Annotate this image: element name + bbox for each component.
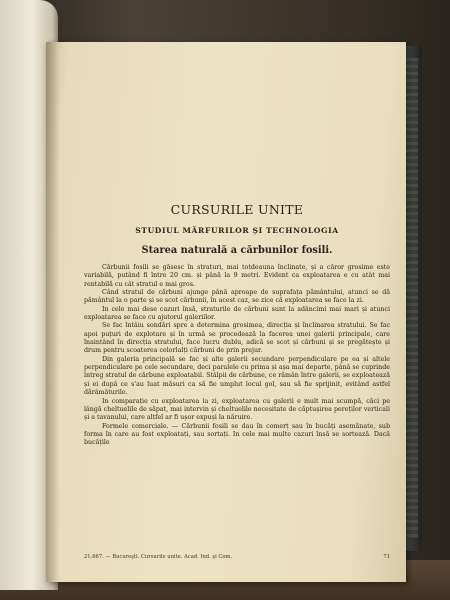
paragraph: Se fac întâiu sondări spre a determina grosimea, direcția și înclinarea stratului. Se fac apoi puțuri de explotare și în urmă se procedează la facerea unei galerii principale, care înaintând în direcția stratului, face lucru dublu, adică se scot și cărbuni și se pregătește și drum pentru scoaterea celorlalți cărbuni de prin prejur. [84, 322, 390, 355]
paragraph: Din galeria principală se fac și alte galerii secundare perpendiculare pe ea și altele perpendiculare pe cele secundare, deci paralele cu prima și așa mai departe, până se cuprinde întreg stratul de cărbune exploatabil. Stâlpii de cărbune, ce rămân între galerii, se exploatează și ei după ce s'au luat măsuri ca să fie umplut locul gol, sau să fie sprijinit, evitând astfel dărâmăturile. [84, 355, 390, 397]
page-subtitle: STUDIUL MĂRFURILOR ȘI TECHNOLOGIA [135, 226, 339, 235]
paragraph: In comparație cu exploatarea la zi, exploatarea cu galerii e mult mai scumpă, căci pe lângă cheltuelile de săpat, mai intervin și cheltuelile necesitate de căptușirea pereților verticali și a tavanului, care altfel ar fi ușor expuși la năruire. [84, 397, 390, 422]
section-heading: Starea naturală a cărbunilor fosili. [141, 245, 333, 256]
book-page [46, 42, 406, 582]
spine-shadow [46, 42, 60, 582]
page-title: CURSURILE UNITE [170, 202, 304, 217]
cover-edge [404, 58, 418, 538]
page-content [84, 202, 390, 448]
footer-imprint: 21.667. — Bucureşti. Cursurile unite. Acad. Ind. şi Com. [84, 554, 233, 560]
paragraph: Când stratul de cărbuni ajunge până aproape de suprafața pământului, atunci se dă pământul la o parte și se scot cărbunii, în acest caz, se zice că exploatarea se face la zi. [84, 289, 390, 305]
paragraph: In cele mai dese cazuri însă, straturile de cărbuni sunt la adâncimi mai mari și atunci exploatarea se face cu ajutorul galeriilor. [84, 305, 390, 322]
page-footer [84, 554, 390, 560]
paragraph: Cărbunii fosili se găsesc în straturi, mai totdeauna înclinate, și a căror grosime este variabilă, putând fi între 20 cm. și până la 9 metri. Evident ca exploatarea e cu atât mai rentabilă cu cât stratul e mai gros. [84, 264, 390, 288]
page-number: 71 [383, 554, 390, 560]
paragraph: Formele comerciale. — Cărbunii fosili se dau în comerț sau în bucăți asemănate, sub forma în care au fost exploatați, sau sortați. In cele mai multe cazuri însă se sortează. Dacă bucățile [84, 422, 390, 447]
